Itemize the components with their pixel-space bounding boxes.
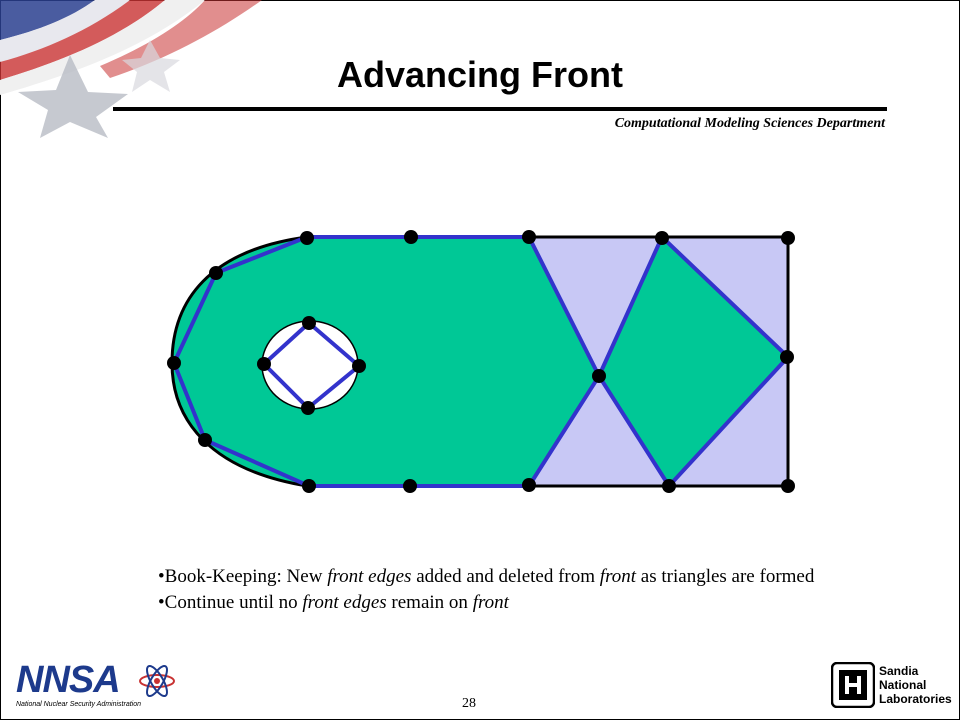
bullet-text-italic: front: [599, 566, 637, 587]
bullet-text-italic: front edges: [327, 566, 412, 587]
bullet-text-italic: front: [472, 592, 509, 613]
bullet-text: added and deleted from: [411, 566, 600, 587]
bullet-text: •Continue until no: [158, 592, 303, 613]
atom-icon: [138, 664, 176, 698]
interior-hole: [262, 321, 358, 409]
sandia-line-1: Sandia: [879, 664, 919, 678]
slide-title: Advancing Front: [337, 54, 623, 95]
bullet-text: •Book-Keeping: New: [158, 566, 328, 587]
bullet-text-italic: front edges: [302, 592, 387, 613]
bullet-item-continue: [158, 590, 818, 616]
bullet-list: [158, 564, 818, 616]
sandia-wordmark: [879, 664, 952, 706]
page-number: 28: [462, 696, 476, 711]
sandia-line-2: National: [879, 678, 927, 692]
sandia-logo: [831, 662, 952, 710]
nnsa-subtitle: National Nuclear Security Administration: [16, 701, 142, 708]
bullet-text: remain on: [386, 592, 473, 613]
nnsa-logo: [12, 658, 177, 712]
bullet-text: as triangles are formed: [636, 566, 815, 587]
department-label: Computational Modeling Sciences Department: [614, 116, 885, 131]
sandia-thunderbird-icon: [831, 662, 875, 708]
nnsa-wordmark: NNSA: [16, 659, 120, 701]
bullet-item-bookkeeping: [158, 564, 818, 590]
sandia-line-3: Laboratories: [879, 692, 952, 706]
